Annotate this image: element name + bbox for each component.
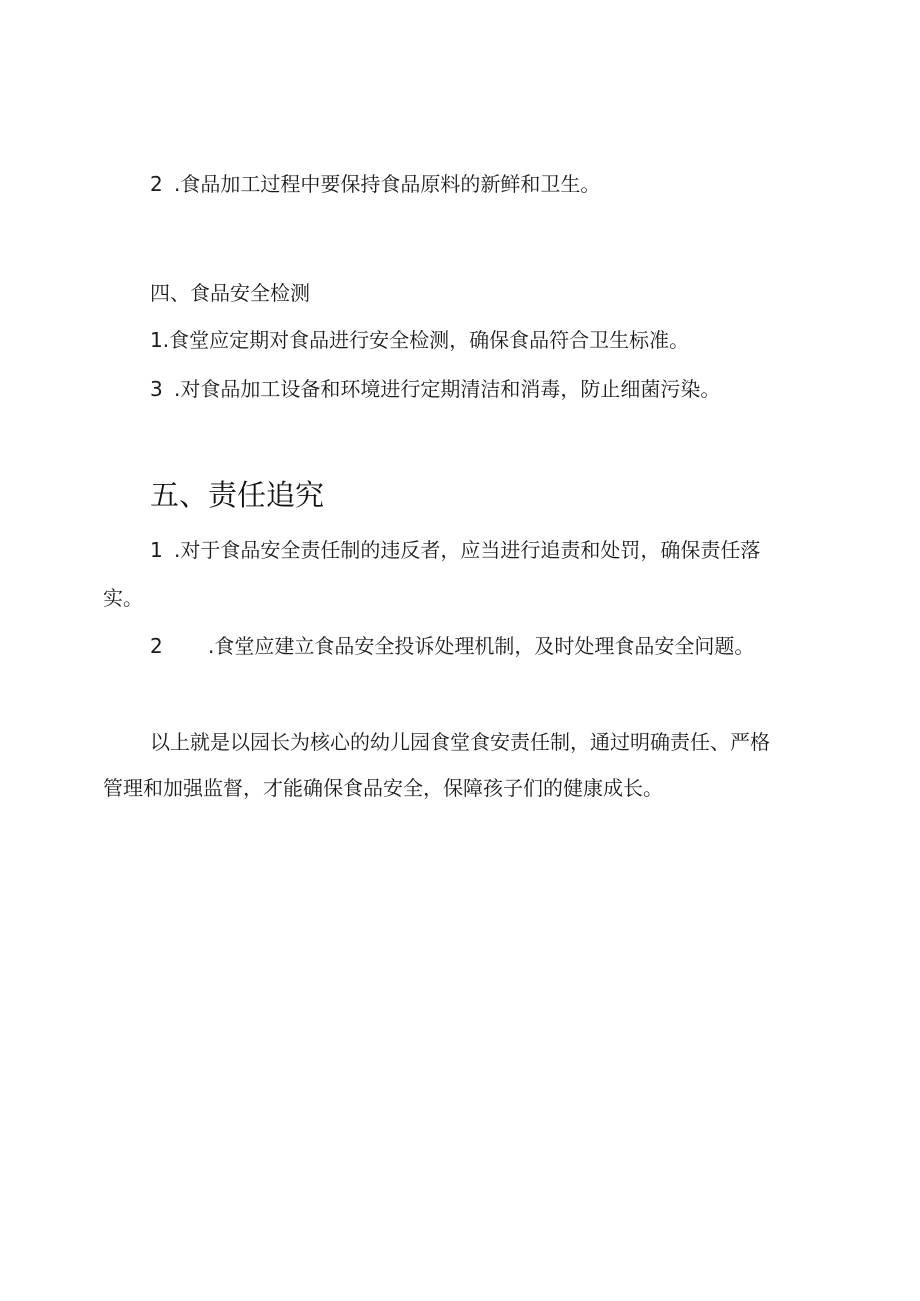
section4-item3 xyxy=(150,375,720,403)
item-text: .食品加工过程中要保持食品原料的新鲜和卫生。 xyxy=(174,172,601,196)
item-number: 3 xyxy=(150,377,163,401)
item-text: .食堂应建立食品安全投诉处理机制，及时处理食品安全问题。 xyxy=(208,634,755,658)
section5-title: 五、责任追究 xyxy=(150,478,325,512)
section5-item2 xyxy=(150,632,754,660)
item-text: .对食品加工设备和环境进行定期清洁和消毒，防止细菌污染。 xyxy=(174,377,721,401)
item-number: 1 xyxy=(150,538,163,562)
item-text: .对于食品安全责任制的违反者，应当进行追责和处罚，确保责任落 xyxy=(174,538,761,562)
section4-title: 四、食品安全检测 xyxy=(150,281,310,305)
section4-item1: 1.食堂应定期对食品进行安全检测，确保食品符合卫生标准。 xyxy=(150,328,690,352)
section5-item1-line2: 实。 xyxy=(103,586,143,610)
conclusion-line1: 以上就是以园长为核心的幼儿园食堂食安责任制，通过明确责任、严格 xyxy=(150,730,770,754)
conclusion-line2: 管理和加强监督，才能确保食品安全，保障孩子们的健康成长。 xyxy=(103,776,663,800)
item-number: 2 xyxy=(150,172,163,196)
item-number: 2 xyxy=(150,634,163,658)
section3-item2 xyxy=(150,170,600,198)
section5-item1-line1 xyxy=(150,536,760,564)
